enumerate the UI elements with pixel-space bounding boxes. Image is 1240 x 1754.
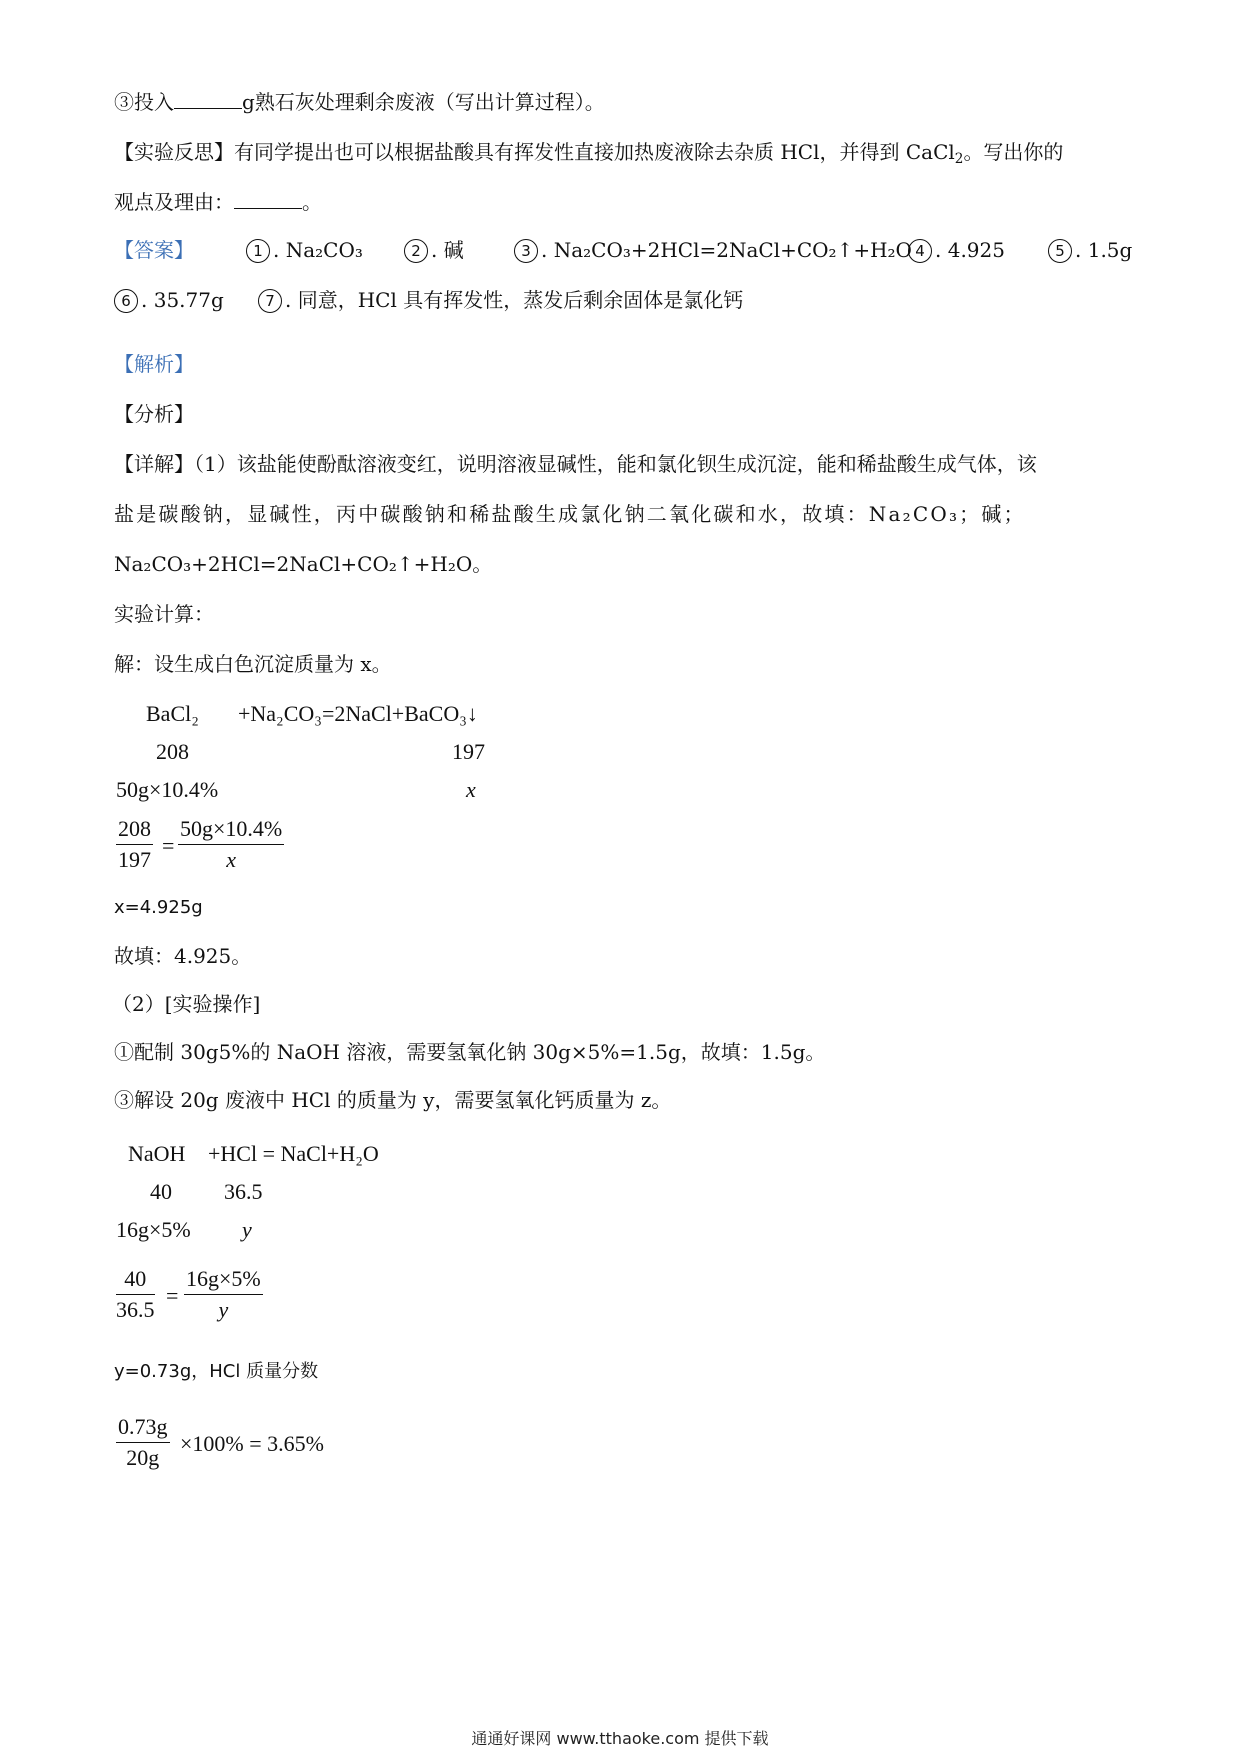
- reflection-text-2-end: 。: [302, 190, 322, 214]
- answer-text: . 碱: [431, 238, 464, 262]
- circled-number: 7: [258, 289, 282, 313]
- fraction-numerator: 0.73g: [118, 1414, 168, 1439]
- circled-number: 5: [1048, 239, 1072, 263]
- eq2-fraction-right: [184, 1264, 263, 1325]
- answer-tag: 【答案】: [114, 238, 194, 262]
- operation-1: ①配制 30g5%的 NaOH 溶液，需要氢氧化钠 30g×5%=1.5g，故填：1.5g。: [114, 1040, 826, 1064]
- footer-watermark: 通通好课网 www.tthaoke.com 提供下载: [471, 1729, 769, 1748]
- answer-text: . 4.925: [935, 238, 1005, 262]
- answer-text: . 35.77g: [141, 288, 224, 312]
- circled-number: 3: [514, 239, 538, 263]
- fraction-denominator: 20g: [126, 1445, 160, 1470]
- q3-prefix: ③投入: [114, 90, 174, 114]
- eq2-reactant: NaOH: [128, 1141, 186, 1166]
- circled-number: 6: [114, 289, 138, 313]
- detail-line-1: [114, 450, 1037, 478]
- eq1-rest: +Na₂CO₃=2NaCl+BaCO₃↓: [238, 701, 478, 726]
- reflection-text-1-end: 。写出你的: [963, 140, 1064, 164]
- part-2-heading: （2）[实验操作]: [112, 992, 261, 1016]
- eq1-fraction-right: [178, 814, 284, 875]
- eq2-molar-mass-2: 36.5: [224, 1179, 263, 1204]
- reflection-subscript: 2: [954, 150, 964, 167]
- fraction-denominator: y: [218, 1297, 229, 1322]
- answer-text: . Na₂CO₃: [273, 238, 363, 262]
- equals-sign: =: [162, 833, 175, 858]
- detail-tag: 【详解】: [114, 452, 194, 476]
- reflection-blank: [234, 188, 302, 209]
- detail-line-2: 盐是碳酸钠，显碱性，丙中碳酸钠和稀盐酸生成氯化钠二氧化碳和水，故填：Na₂CO₃；碱；: [114, 502, 1026, 526]
- eq1-unknown: x: [466, 777, 476, 802]
- eq2-molar-mass-1: 40: [150, 1179, 172, 1204]
- answer-blank: [174, 88, 242, 109]
- solve-statement-1: 解：设生成白色沉淀质量为 x。: [114, 652, 392, 676]
- eq1-reactant: BaCl₂: [146, 701, 199, 726]
- detail-line-3: Na₂CO₃+2HCl=2NaCl+CO₂↑+H₂O。: [114, 552, 493, 576]
- answer-item-1: [246, 236, 363, 264]
- equals-sign: =: [166, 1283, 179, 1308]
- reflection-line-2: [114, 188, 322, 216]
- fraction-denominator: 36.5: [116, 1297, 155, 1322]
- fill-answer-1: 故填：4.925。: [114, 944, 252, 968]
- fraction-denominator: 197: [118, 847, 151, 872]
- answer-item-3: [514, 236, 912, 264]
- fraction-numerator: 208: [118, 816, 151, 841]
- eq2-result: y=0.73g，HCl 质量分数: [114, 1361, 319, 1382]
- fraction-numerator: 16g×5%: [186, 1266, 261, 1291]
- answer-item-7: [258, 286, 743, 314]
- eq1-result: x=4.925g: [114, 897, 203, 918]
- circled-number: 2: [404, 239, 428, 263]
- answer-item-4: [908, 236, 1005, 264]
- fraction-denominator: x: [226, 847, 236, 872]
- calc-title: 实验计算：: [114, 602, 214, 626]
- eq1-fraction-left: [116, 814, 153, 875]
- reflection-tag: 【实验反思】: [114, 140, 234, 164]
- operation-3: ③解设 20g 废液中 HCl 的质量为 y，需要氢氧化钙质量为 z。: [114, 1088, 672, 1112]
- answer-text: . 同意，HCl 具有挥发性，蒸发后剩余固体是氯化钙: [285, 288, 744, 312]
- q3-unit: g: [242, 90, 255, 114]
- reflection-text-2: 观点及理由：: [114, 190, 234, 214]
- answer-item-5: [1048, 236, 1132, 264]
- reflection-text-1: 有同学提出也可以根据盐酸具有挥发性直接加热废液除去杂质 HCl，并得到 CaCl: [234, 140, 955, 164]
- jiexi-tag: 【解析】: [114, 352, 194, 376]
- eq2-fraction-left: [116, 1264, 155, 1325]
- eq1-molar-mass-2: 197: [452, 739, 485, 764]
- answer-text: . Na₂CO₃+2HCl=2NaCl+CO₂↑+H₂O: [541, 238, 912, 262]
- answer-item-2: [404, 236, 464, 264]
- fraction-numerator: 50g×10.4%: [180, 816, 283, 841]
- eq3-fraction: [116, 1412, 170, 1473]
- circled-number: 4: [908, 239, 932, 263]
- reflection-line-1: [114, 138, 1063, 166]
- detail-text-1: （1）该盐能使酚酞溶液变红，说明溶液显碱性，能和氯化钡生成沉淀，能和稀盐酸生成气体，该: [194, 452, 1037, 476]
- circled-number: 1: [246, 239, 270, 263]
- eq3-rest: ×100% = 3.65%: [180, 1431, 324, 1456]
- eq2-given: 16g×5%: [116, 1217, 191, 1242]
- fraction-numerator: 40: [124, 1266, 147, 1291]
- eq2-unknown: y: [242, 1217, 252, 1242]
- answer-text: . 1.5g: [1075, 238, 1133, 262]
- eq1-molar-mass-1: 208: [156, 739, 189, 764]
- question-3-line: [114, 88, 605, 116]
- fenxi-tag: 【分析】: [114, 402, 194, 426]
- eq1-given: 50g×10.4%: [116, 777, 219, 802]
- q3-rest: 熟石灰处理剩余废液（写出计算过程）。: [254, 90, 605, 114]
- answer-item-6: [114, 286, 224, 314]
- eq2-rest: +HCl = NaCl+H₂O: [208, 1141, 379, 1166]
